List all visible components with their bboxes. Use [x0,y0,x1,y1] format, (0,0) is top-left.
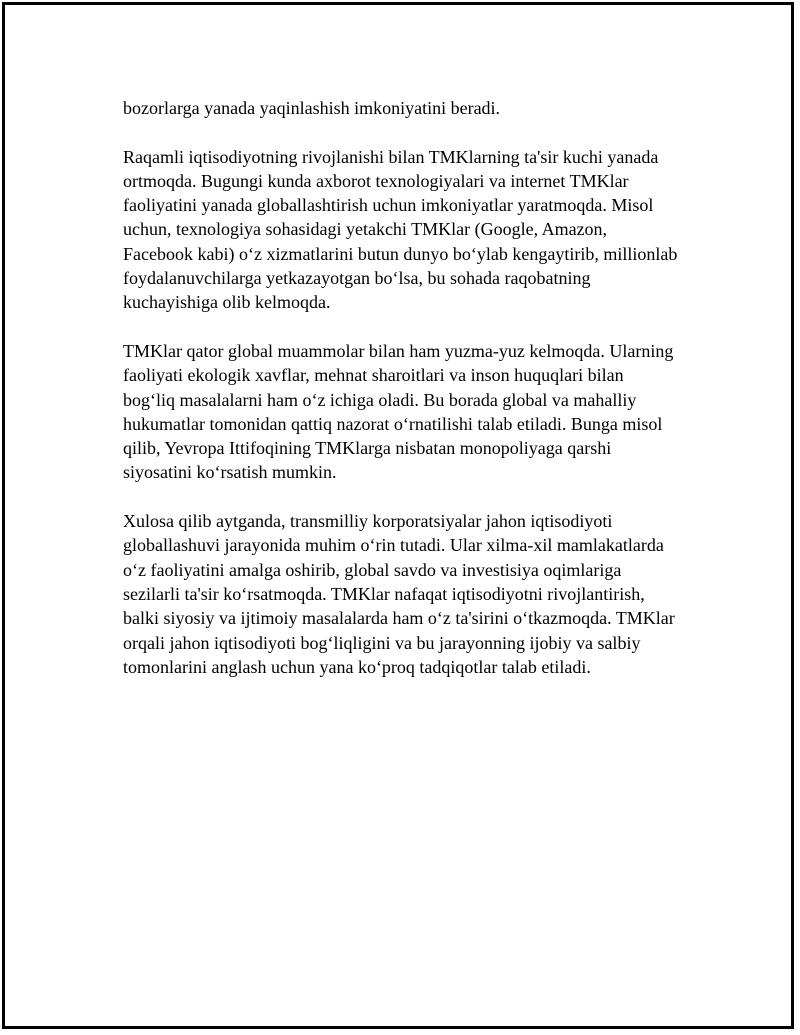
text-line: sezilarli ta'sir ko‘rsatmoqda. TMKlar nafaqat iqtisodiyotni rivojlantirish, [123,583,645,604]
text-line: kuchayishiga olib kelmoqda. [123,292,331,313]
text-line: faoliyatini yanada globallashtirish uchun imkoniyatlar yaratmoqda. Misol [123,195,654,216]
text-line: Raqamli iqtisodiyotning rivojlanishi bilan TMKlarning ta'sir kuchi yanada [123,146,659,167]
text-line: globallashuvi jarayonida muhim o‘rin tutadi. Ular xilma-xil mamlakatlarda [123,535,664,556]
document-body [123,96,705,703]
text-line: bozorlarga yanada yaqinlashish imkoniyatini beradi. [123,98,501,118]
text-line: o‘z faoliyatini amalga oshirib, global savdo va investisiya oqimlariga [123,559,622,580]
paragraph [123,96,705,120]
text-line: siyosatini ko‘rsatish mumkin. [123,462,337,483]
text-line: orqali jahon iqtisodiyoti bog‘liqligini va bu jarayonning ijobiy va salbiy [123,632,641,653]
text-line: balki siyosiy va ijtimoiy masalalarda ham o‘z ta'sirini o‘tkazmoqda. TMKlar [123,608,675,629]
text-line: uchun, texnologiya sohasidagi yetakchi TMKlar (Google, Amazon, [123,219,608,240]
text-line: ortmoqda. Bugungi kunda axborot texnologiyalari va internet TMKlar [123,170,629,191]
document-page [2,2,794,1029]
paragraph [123,145,705,315]
text-line: tomonlarini anglash uchun yana ko‘proq tadqiqotlar talab etiladi. [123,656,591,677]
paragraph [123,339,705,485]
text-line: Facebook kabi) o‘z xizmatlarini butun dunyo bo‘ylab kengaytirib, millionlab [123,243,678,264]
text-line: qilib, Yevropa Ittifoqining TMKlarga nisbatan monopoliyaga qarshi [123,438,612,459]
paragraph [123,509,705,679]
text-line: faoliyati ekologik xavflar, mehnat sharoitlari va inson huquqlari bilan [123,365,624,386]
text-line: Xulosa qilib aytganda, transmilliy korporatsiyalar jahon iqtisodiyoti [123,511,613,532]
text-line: foydalanuvchilarga yetkazayotgan bo‘lsa, bu sohada raqobatning [123,268,591,289]
text-line: TMKlar qator global muammolar bilan ham yuzma-yuz kelmoqda. Ularning [123,340,674,361]
text-line: bog‘liq masalalarni ham o‘z ichiga oladi. Bu borada global va mahalliy [123,389,637,410]
text-line: hukumatlar tomonidan qattiq nazorat o‘rnatilishi talab etiladi. Bunga misol [123,413,663,434]
